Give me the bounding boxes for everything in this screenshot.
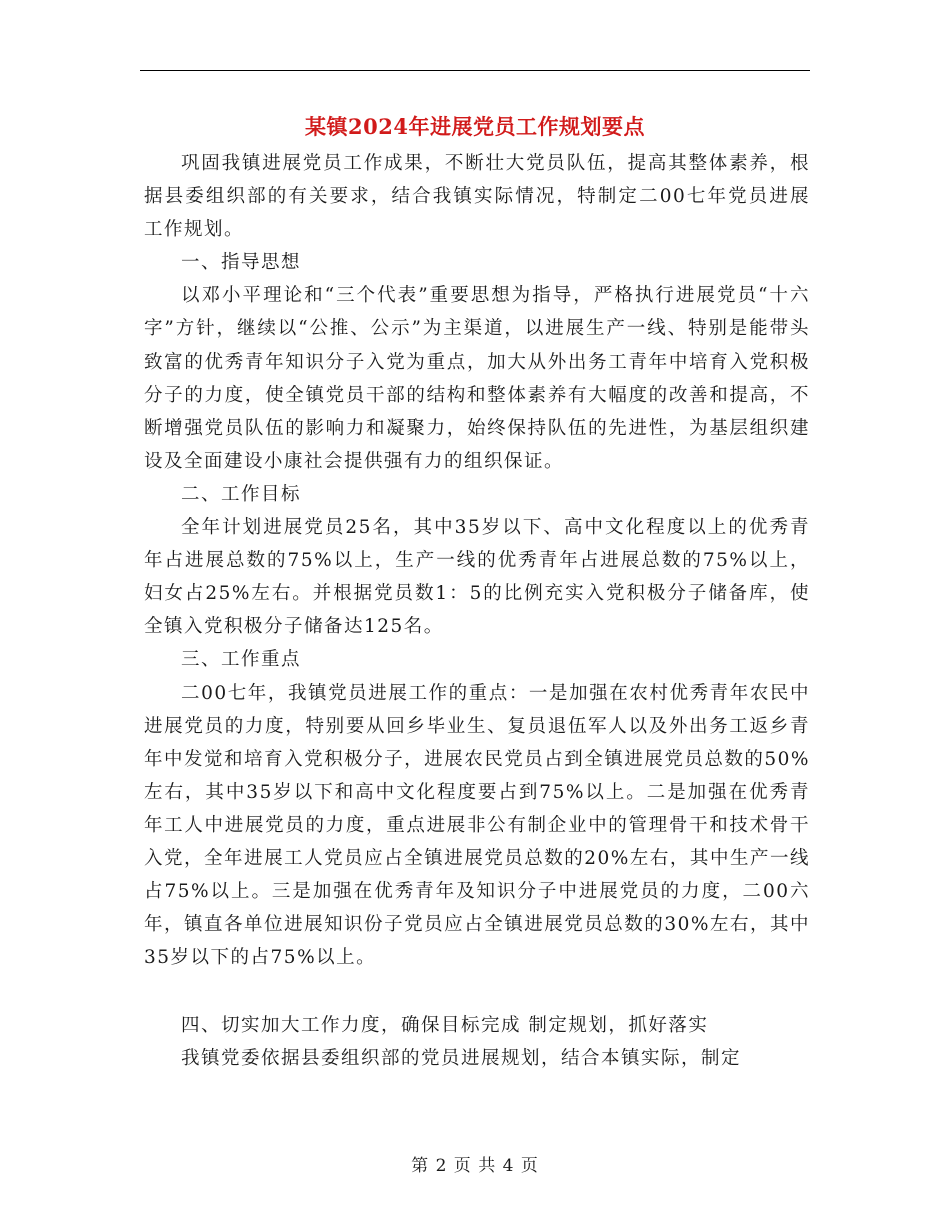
section-heading-work-goals: 二、工作目标 — [181, 483, 302, 505]
document-title: 某镇2024年进展党员工作规划要点 — [305, 114, 645, 139]
page-number-label: 第 2 页 共 4 页 — [411, 1156, 539, 1176]
guiding-ideology-paragraph: 以邓小平理论和“三个代表”重要思想为指导，严格执行进展党员“十六字”方针，继续以“公推、公示”为主渠道，以进展生产一线、特别是能带头致富的优秀青年知识分子入党为重点，加大从外出务工青年中培育入党积极分子的力度，使全镇党员干部的结构和整体素养有大幅度的改善和提高，不断增强党员队伍的影响力和凝聚力，始终保持队伍的先进性，为基层组织建设及全面建设小康社会提供强有力的组织保证。 — [144, 285, 810, 472]
section-heading-guiding-ideology: 一、指导思想 — [181, 252, 302, 274]
header-rule — [140, 70, 810, 71]
section-heading-strengthen-efforts: 四、切实加大工作力度，确保目标完成 制定规划，抓好落实 — [181, 1015, 709, 1037]
work-goals-paragraph: 全年计划进展党员25名，其中35岁以下、高中文化程度以上的优秀青年占进展总数的75%以上，生产一线的优秀青年占进展总数的75%以上，妇女占25%左右。并根据党员数1：5的比例充实入党积极分子储备库，使全镇入党积极分子储备达125名。 — [144, 517, 810, 638]
section-heading-work-focus: 三、工作重点 — [181, 649, 302, 671]
work-focus-paragraph: 二00七年，我镇党员进展工作的重点：一是加强在农村优秀青年农民中进展党员的力度，特别要从回乡毕业生、复员退伍军人以及外出务工返乡青年中发觉和培育入党积极分子，进展农民党员占到全镇进展党员总数的50%左右，其中35岁以下和高中文化程度要占到75%以上。二是加强在优秀青年工人中进展党员的力度，重点进展非公有制企业中的管理骨干和技术骨干入党，全年进展工人党员应占全镇进展党员总数的20%左右，其中生产一线占75%以上。三是加强在优秀青年及知识分子中进展党员的力度，二00六年，镇直各单位进展知识份子党员应占全镇进展党员总数的30%左右，其中35岁以下的占75%以上。 — [144, 682, 810, 969]
planning-paragraph: 我镇党委依据县委组织部的党员进展规划，结合本镇实际，制定 — [181, 1048, 742, 1070]
document-body — [144, 147, 810, 1076]
page-footer — [0, 1151, 950, 1176]
intro-paragraph: 巩固我镇进展党员工作成果，不断壮大党员队伍，提高其整体素养，根据县委组织部的有关要求，结合我镇实际情况，特制定二00七年党员进展工作规划。 — [144, 153, 810, 241]
